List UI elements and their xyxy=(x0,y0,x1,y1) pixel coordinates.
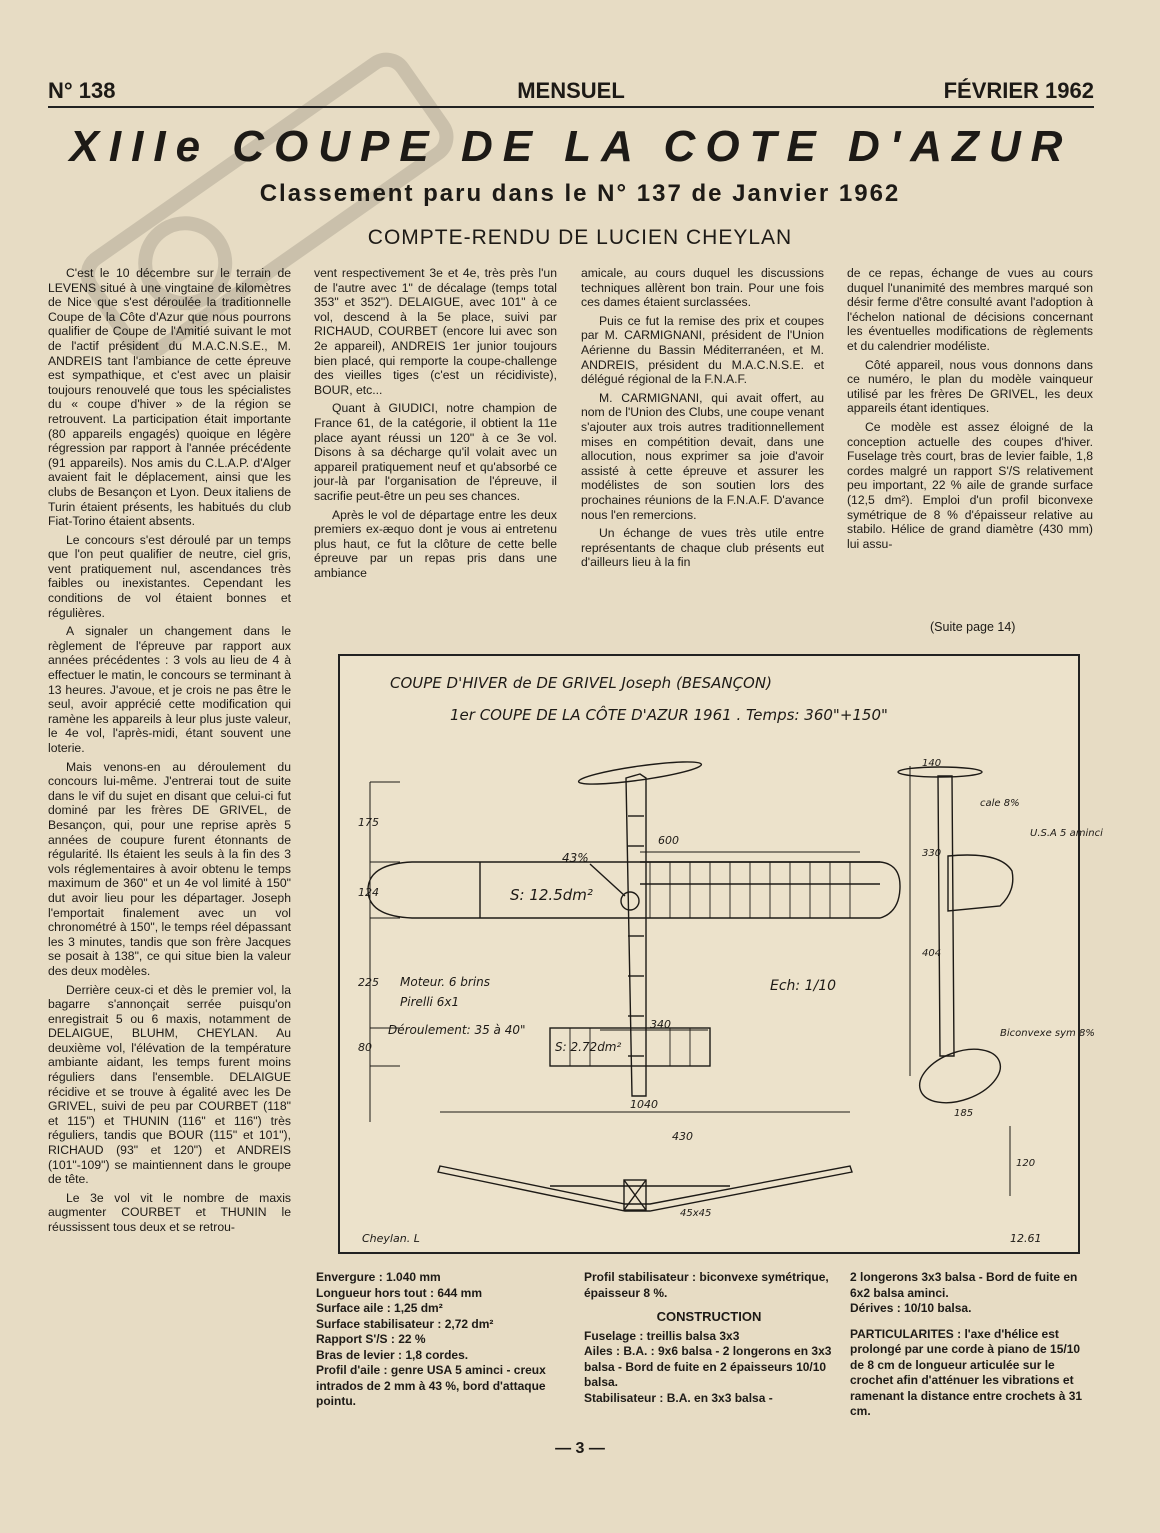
article-subtitle: Classement paru dans le N° 137 de Janvier 1962 xyxy=(259,180,901,207)
spec-line: 2 longerons 3x3 balsa - Bord de fuite en 6x2 balsa aminci. xyxy=(850,1270,1078,1300)
wing-profile-label: U.S.A 5 aminci xyxy=(1030,828,1103,839)
scale-label: Ech: 1/10 xyxy=(770,978,837,994)
dimension-label: 140 xyxy=(922,758,942,769)
paragraph: Quant à GIUDICI, notre champion de France 61, de la catégorie, il obtient la 11e place ayant réussi un 120" à ce 3e vol. Disons à sa décharge qu'il volait avec un appareil pratiquement neuf et qu'absorbé ce jour-là par l'organisation de l'épreuve, il sacrifie peut-être un peu ses chances. xyxy=(314,401,557,503)
paragraph: M. CARMIGNANI, qui avait offert, au nom de l'Union des Clubs, une coupe venant s'ajouter aux trois autres traditionnellement mises en compétition devait, dans une allocution, nous exprimer sa joie d'avoir assisté à cette épreuve et assurer les modélistes de son soutien lors des prochaines réunions de la F.N.A.F. D'avance nous l'en remercions. xyxy=(581,390,824,522)
article-title: XIIIe COUPE DE LA COTE D'AZUR xyxy=(69,122,1073,171)
dimension-label: 43% xyxy=(562,851,589,865)
paragraph: de ce repas, échange de vues au cours duquel l'unanimité des membres marqué son désir ferme d'être consulté avant l'adoption à l'échelon national de décisions concernant les éventuelles modifications de règlements et du calendrier modéliste. xyxy=(847,266,1093,353)
dimension-label: 330 xyxy=(922,848,942,859)
publication-frequency: MENSUEL xyxy=(517,78,625,103)
drawing-title-line1: COUPE D'HIVER de DE GRIVEL Joseph (BESANÇON) xyxy=(390,674,772,692)
dimension-label: 430 xyxy=(672,1130,693,1143)
spec-line: Profil stabilisateur : biconvexe symétrique, épaisseur 8 %. xyxy=(584,1270,829,1300)
spec-line: Profil d'aile : genre USA 5 aminci - creux intrados de 2 mm à 43 %, bord d'attaque pointu. xyxy=(316,1363,546,1408)
drawing-title-line2: 1er COUPE DE LA CÔTE D'AZUR 1961 . Temps: 360"+150" xyxy=(450,706,888,724)
text-column-4 xyxy=(847,266,1093,555)
dimension-label: 124 xyxy=(358,886,379,899)
dimension-label: 45x45 xyxy=(680,1208,712,1219)
article-byline: COMPTE-RENDU DE LUCIEN CHEYLAN xyxy=(367,226,793,249)
spec-line: Stabilisateur : B.A. en 3x3 balsa - xyxy=(584,1390,773,1405)
particularites-text: PARTICULARITES : l'axe d'hélice est prolongé par une corde à piano de 15/10 de 8 cm de longueur articulée sur le crochet afin d'atténuer les vibrations et ramenant la distance entre crochets à 31 cm. xyxy=(850,1326,1083,1418)
construction-heading: CONSTRUCTION xyxy=(656,1309,762,1324)
dimension-label: 175 xyxy=(358,816,379,829)
plan-svg xyxy=(340,656,1103,1252)
dimension-label: 1040 xyxy=(630,1098,658,1111)
paragraph: Un échange de vues très utile entre représentants de chaque club présents eut d'ailleurs lieu à la fin xyxy=(581,526,824,570)
signature: Cheylan. L xyxy=(362,1232,420,1245)
unwind-label: Déroulement: 35 à 40" xyxy=(388,1023,526,1037)
paragraph: A signaler un changement dans le règlement de l'épreuve par rapport aux années précédentes : 3 vols au lieu de 4 à effectuer le matin, le concours se terminant à 13 heures. J'avoue, et je crois ne pas être le seul, avoir apprécié cette modification qui ramène les appareils à leur plus juste valeur, le 4e vol, l'après-midi, étant souvent une loterie. xyxy=(48,624,291,755)
specs-column-2 xyxy=(584,1270,834,1406)
paragraph: Le concours s'est déroulé par un temps que l'on peut qualifier de neutre, ciel gris, vent pratiquement nul, ascendances très faibles ou inexistantes. Cependant les conditions de vol étaient bonnes et régulières. xyxy=(48,532,291,620)
continuation-note: (Suite page 14) xyxy=(930,620,1016,634)
spec-line: Bras de levier : 1,8 cordes. xyxy=(316,1347,469,1362)
paragraph: vent respectivement 3e et 4e, très près l'un de l'autre avec 1" de décalage (temps total 353" et 352"). DELAIGUE, avec 101" à ce vol, descend à la 5e place, suivi par RICHAUD, COURBET (encore lui avec son 2e appareil), ANDREIS 1er junior toujours bien placé, qui remporte la coupe-challenge des vieilles tiges (c'est un récidiviste), BOUR, etc... xyxy=(314,266,557,397)
spec-line: Rapport S'/S : 22 % xyxy=(316,1332,426,1346)
cale-label: cale 8% xyxy=(980,798,1020,809)
paragraph: Le 3e vol vit le nombre de maxis augmenter COURBET et THUNIN le réussissent tous deux et se retrou- xyxy=(48,1190,291,1234)
paragraph: Côté appareil, nous vous donnons dans ce numéro, le plan du modèle vainqueur utilisé par les frères De GRIVEL, les deux appareils étant identiques. xyxy=(847,357,1093,416)
text-column-2 xyxy=(314,266,557,584)
spec-line: Dérives : 10/10 balsa. xyxy=(850,1301,972,1315)
spec-line: Ailes : B.A. : 9x6 balsa - 2 longerons en 3x3 balsa - Bord de fuite en 2 épaisseurs 10/10 balsa. xyxy=(584,1344,832,1389)
wing-area-label: S: 12.5dm² xyxy=(510,886,593,904)
paragraph: Ce modèle est assez éloigné de la conception actuelle des coupes d'hiver. Fuselage très court, bras de levier faible, 1,8 cordes malgré un rapport S'/S relativement peu important, 22 % aile de grande surface (12,5 dm²). Emploi d'un profil biconvexe symétrique de 8 % d'épaisseur relative au stabilo. Hélice de grand diamètre (430 mm) lui assu- xyxy=(847,419,1093,551)
text-column-1 xyxy=(48,266,291,1239)
motor-label: Moteur. 6 brins xyxy=(400,975,491,989)
stab-profile-label: Biconvexe sym 8% xyxy=(1000,1028,1095,1039)
paragraph: Après le vol de départage entre les deux premiers ex-æquo dont je vous ai entretenu plus haut, ce fut la clôture de cette belle épreuve par un repas pris dans une ambiance xyxy=(314,507,557,580)
specs-column-3 xyxy=(850,1270,1094,1420)
specs-column-1 xyxy=(316,1270,566,1410)
dimension-label: 225 xyxy=(358,976,379,989)
drawing-date: 12.61 xyxy=(1010,1232,1042,1245)
spec-line: Envergure : 1.040 mm xyxy=(316,1270,441,1284)
spec-line: Surface stabilisateur : 2,72 dm² xyxy=(316,1316,494,1331)
issue-date: FÉVRIER 1962 xyxy=(943,78,1094,103)
plan-drawing xyxy=(338,654,1103,1254)
dimension-label: 80 xyxy=(358,1041,372,1054)
spec-line: Fuselage : treillis balsa 3x3 xyxy=(584,1328,740,1343)
dimension-label: 185 xyxy=(954,1108,974,1119)
masthead xyxy=(48,76,1094,108)
dimension-label: 340 xyxy=(650,1018,671,1031)
stab-area-label: S: 2.72dm² xyxy=(555,1040,622,1054)
paragraph: Mais venons-en au déroulement du concours lui-même. J'entrerai tout de suite dans le vif du sujet en disant que celui-ci fut dominé par les frères DE GRIVEL, de Besançon, qui, pour une reprise après 5 années de coupure furent étonnants de régularité. Ils étaient les seuls à la fin des 3 vols réglementaires à avoir obtenu le temps maximum de 360" et un 4e vol limité à 150" dut avoir lieu pour les départager. Joseph l'emportait finalement avec un vol chronométré à 150", le temps réel dépassant les 3 minutes, tandis que son frère Jacques se posait à 138", ce qui situe bien la valeur des deux modèles. xyxy=(48,759,291,978)
spec-line: Longueur hors tout : 644 mm xyxy=(316,1285,483,1300)
paragraph: C'est le 10 décembre sur le terrain de LEVENS situé à une vingtaine de kilomètres de Nice que s'est déroulée la traditionnelle Coupe de la Côte d'Azur que nous pourrons qualifier de Coupe de l'Amitié suivant le mot de l'actif président du M.A.C.N.S.E., M. ANDREIS tant l'ambiance de cette épreuve est sympathique, et c'est avec un plaisir toujours renouvelé que tous les spécialistes du « coupe d'hiver » de la région se retrouvent. La participation était importante (80 appareils engagés) quoique en légère régression par rapport à l'année précédente (91 appareils). Nos amis du C.L.A.P. d'Alger avaient fait le déplacement, ainsi que les clubs de Besançon et Lyon. Deux italiens de Turin étaient présents, les habitués du club Fiat-Torino étaient absents. xyxy=(48,266,291,529)
issue-number: N° 138 xyxy=(48,78,116,103)
page-number: — 3 — xyxy=(555,1440,605,1457)
text-column-3 xyxy=(581,266,824,574)
rubber-label: Pirelli 6x1 xyxy=(400,995,460,1009)
spec-line: Surface aile : 1,25 dm² xyxy=(316,1301,443,1315)
dimension-label: 600 xyxy=(658,834,679,847)
paragraph: Puis ce fut la remise des prix et coupes par M. CARMIGNANI, président de l'Union Aérienne du Bassin Méditerranéen, et M. ANDREIS, président du M.A.C.N.S.E. et délégué régional de la F.N.A.F. xyxy=(581,313,824,387)
dimension-label: 404 xyxy=(922,948,942,959)
paragraph: amicale, au cours duquel les discussions techniques allèrent bon train. Pour une fois ces dames étaient surclassées. xyxy=(581,266,824,310)
dimension-label: 120 xyxy=(1016,1158,1036,1169)
paragraph: Derrière ceux-ci et dès le premier vol, la bagarre s'annonçait serrée puisqu'on enregistrait 5 ou 6 maxis, notamment de DELAIGUE, BLUHM, CHEYLAN. Au deuxième vol, l'élévation de la température ambiante aidant, les temps furent moins réguliers dans l'ensemble. DELAIGUE récidive et se trouve à égalité avec les De GRIVEL, suivi de peu par COURBET (118" et 115") et THUNIN (116" et 116") très réguliers, tandis que BOUR (115" et 101"), RICHAUD (93" et 120") et ANDREIS (101"-109") se maintiennent dans le groupe de tête. xyxy=(48,982,291,1187)
